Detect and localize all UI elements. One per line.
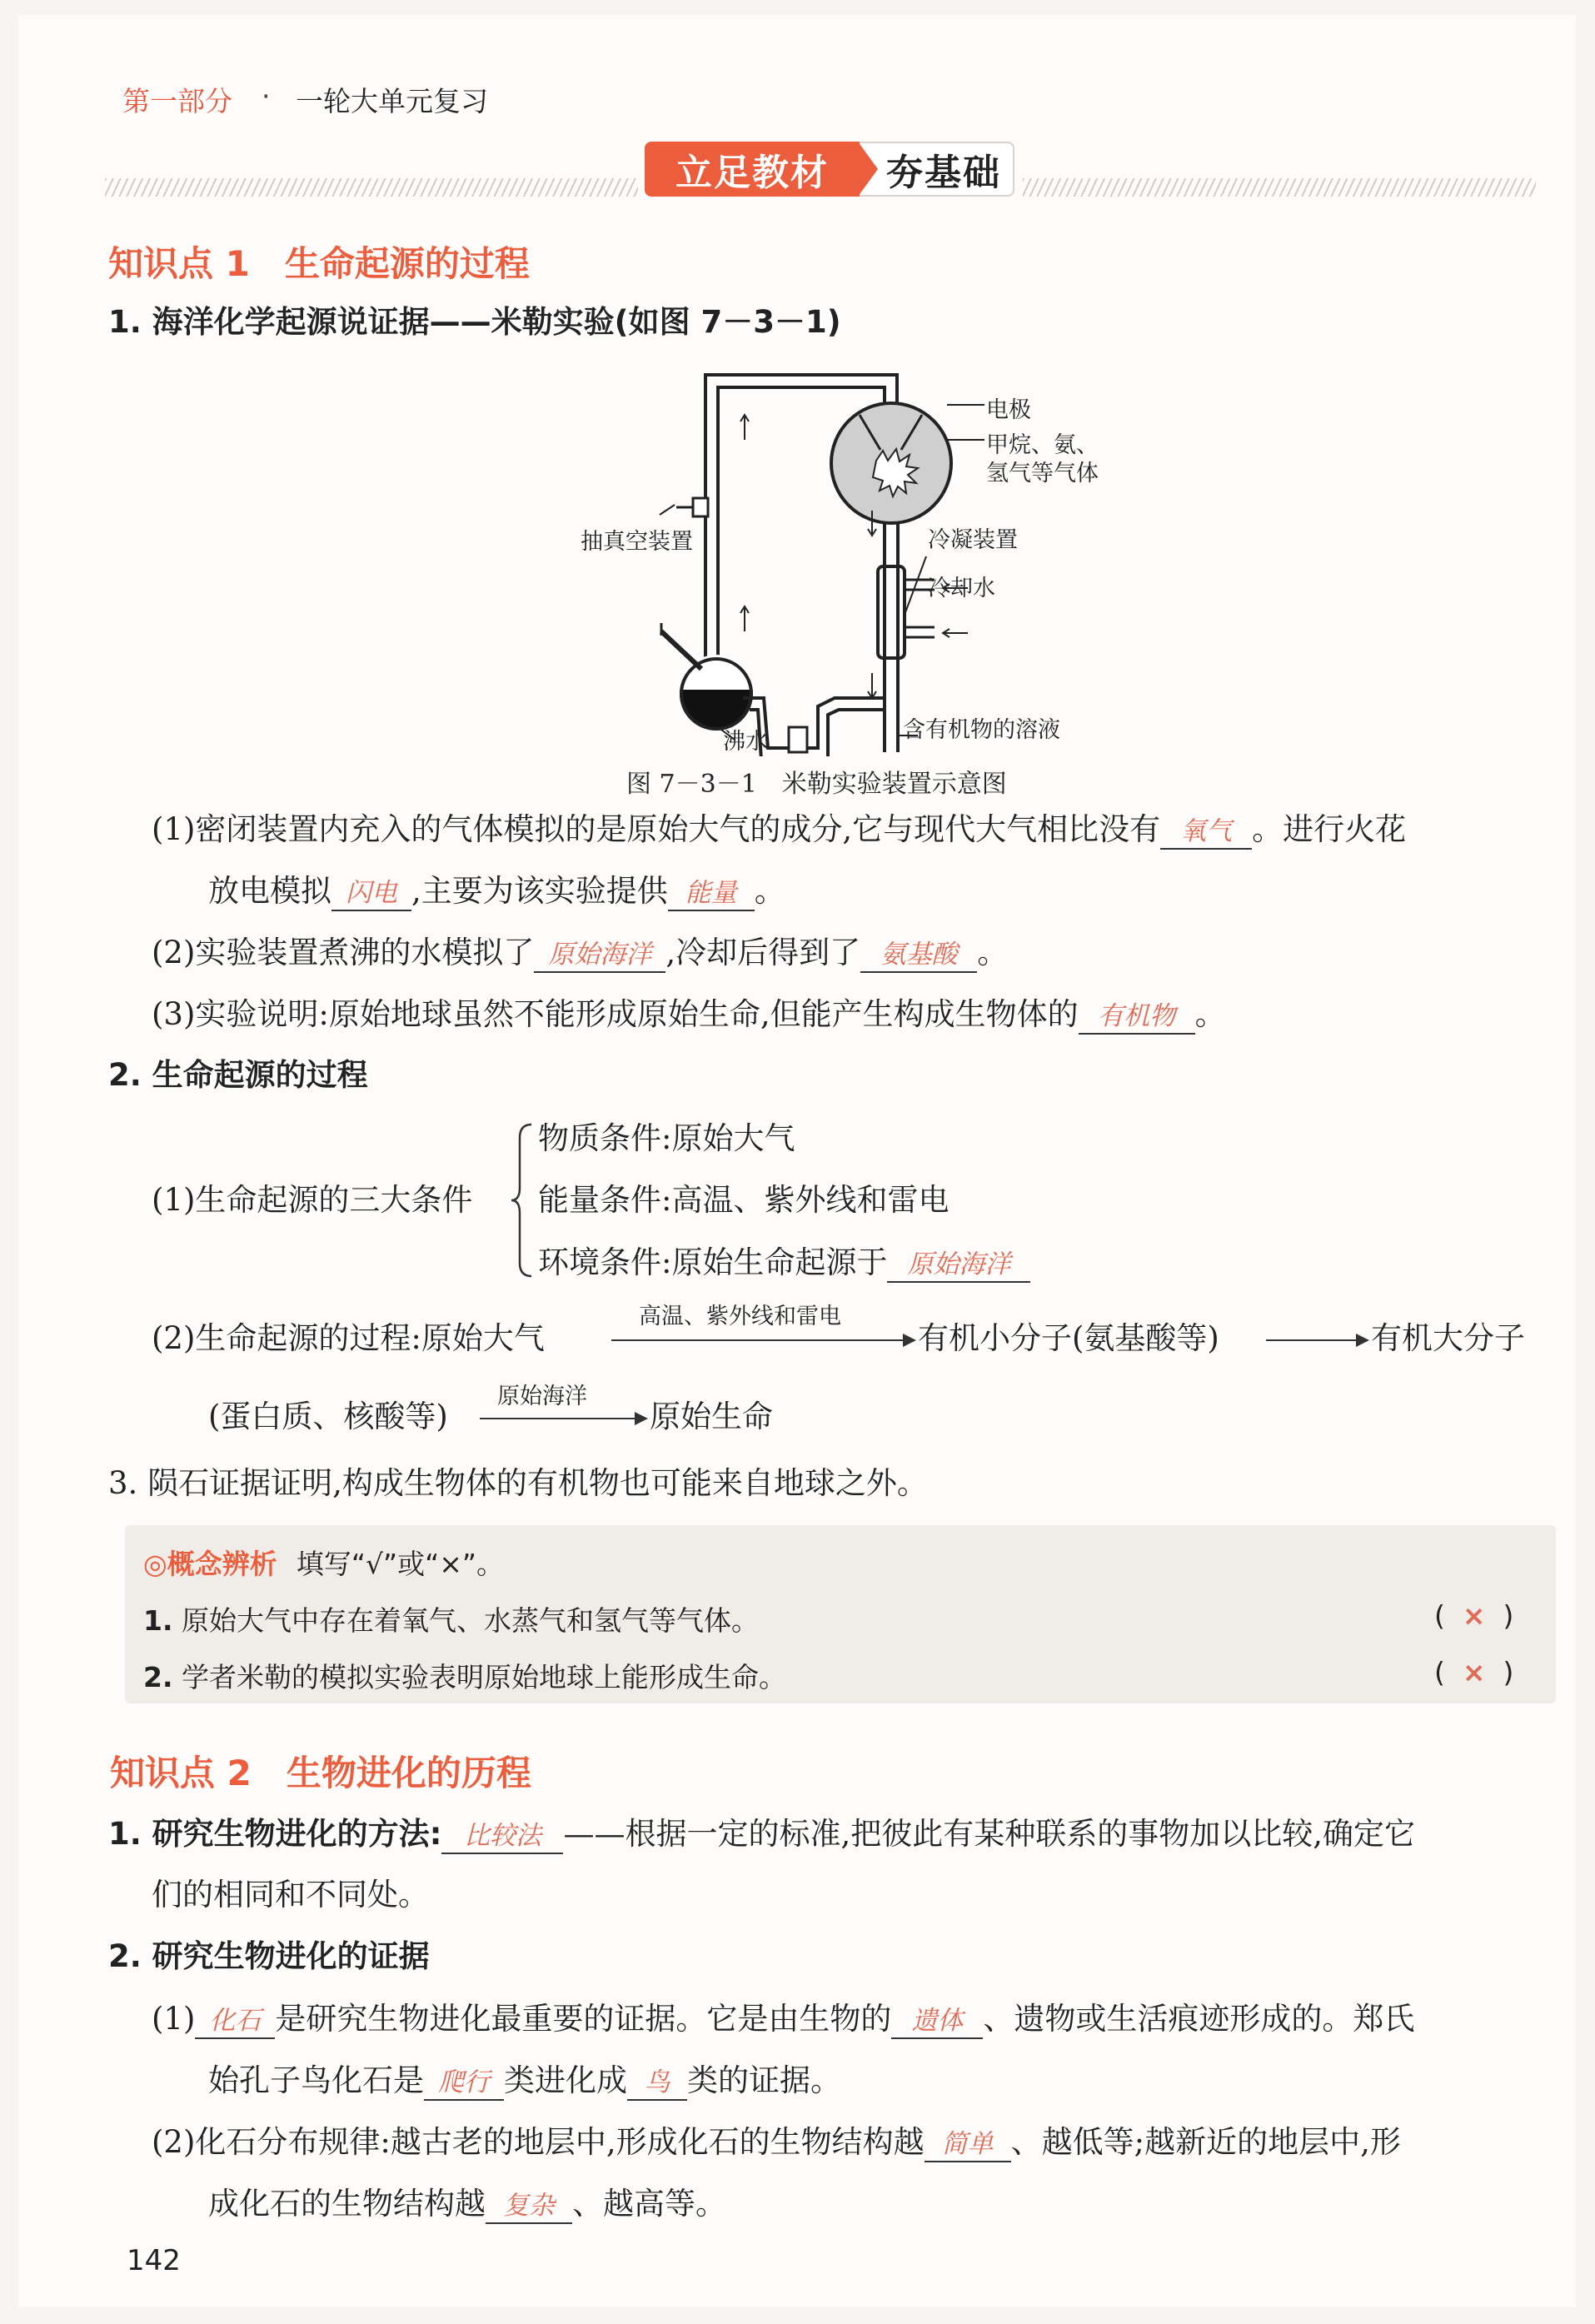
- q1b-mid: ,主要为该实验提供: [411, 873, 668, 909]
- arrow2-head: [1356, 1334, 1369, 1347]
- kp1-q2: [152, 936, 1008, 973]
- header-part: 第一部分: [122, 85, 232, 117]
- arrow1-line: [611, 1339, 905, 1341]
- answer-blank: 能量: [668, 875, 755, 911]
- page-number: 142: [127, 2244, 181, 2277]
- q2-tail: 。: [977, 935, 1009, 970]
- answer-blank: 遗体: [891, 2002, 983, 2039]
- kp1-title: 知识点 1 生命起源的过程: [108, 243, 530, 284]
- answer-mark: ×: [1462, 1656, 1486, 1688]
- kp2-e2b: [208, 2187, 726, 2224]
- cond2: 能量条件:高温、紫外线和雷电: [538, 1182, 950, 1218]
- header-dot: ·: [262, 80, 271, 112]
- q3-pre: (3)实验说明:原始地球虽然不能形成原始生命,但能产生构成生物体的: [152, 996, 1079, 1032]
- kp1-q1-line2: [208, 875, 785, 911]
- kp1-item3: 3. 陨石证据证明,构成生物体的有机物也可能来自地球之外。: [108, 1465, 928, 1501]
- banner-right: 夯基础: [851, 142, 1014, 197]
- answer-blank: 比较法: [441, 1818, 563, 1854]
- concept-answer-1: ( × ): [1434, 1599, 1514, 1632]
- cond1: 物质条件:原始大气: [538, 1120, 795, 1156]
- e1b-pre: 始孔子鸟化石是: [208, 2062, 424, 2098]
- arrow3-line: [480, 1418, 636, 1419]
- kp2-item2: 2. 研究生物进化的证据: [108, 1938, 430, 1974]
- answer-blank: 闪电: [331, 875, 411, 911]
- label-vacuum: 抽真空装置: [581, 529, 693, 555]
- e2b-pre: 成化石的生物结构越: [208, 2186, 486, 2222]
- concept-item-text: 原始大气中存在着氧气、水蒸气和氢气等气体。: [182, 1604, 759, 1637]
- concept-answer-2: ( × ): [1434, 1656, 1514, 1688]
- answer-mark: ×: [1462, 1599, 1486, 1632]
- answer-blank: 复杂: [486, 2187, 572, 2224]
- arrow2-line: [1266, 1339, 1358, 1341]
- answer-blank: 简单: [925, 2126, 1011, 2162]
- proc2-pre: (蛋白质、核酸等): [208, 1399, 448, 1434]
- miller-apparatus-diagram: [568, 357, 1168, 756]
- kp2-method: [108, 1818, 1415, 1854]
- q2-pre: (2)实验装置煮沸的水模拟了: [152, 935, 535, 970]
- q2-mid: ,冷却后得到了: [665, 935, 861, 970]
- concept-title: ◎概念辨析: [143, 1548, 277, 1580]
- brace-icon: [510, 1121, 535, 1279]
- e1-mid: 是研究生物进化最重要的证据。它是由生物的: [275, 2001, 892, 2037]
- proc-end: 有机大分子: [1371, 1320, 1525, 1356]
- proc-mid: 有机小分子(氨基酸等): [918, 1320, 1219, 1356]
- answer-blank: 氧气: [1160, 813, 1252, 850]
- concept-item-2: [143, 1656, 786, 1695]
- kp2-e1b: [208, 2064, 841, 2101]
- header-hatch-right: [1023, 178, 1536, 197]
- method-tail: ——根据一定的标准,把彼此有某种联系的事物加以比较,确定它: [563, 1816, 1416, 1852]
- answer-blank: 鸟: [627, 2064, 687, 2101]
- q1a-tail: 。进行火花: [1252, 811, 1407, 847]
- kp2-method-line2: 们的相同和不同处。: [152, 1877, 429, 1913]
- label-gases-2: 氢气等气体: [986, 461, 1099, 486]
- answer-blank: 原始海洋: [534, 936, 665, 973]
- cond3: [538, 1246, 1030, 1283]
- answer-blank: 化石: [195, 2002, 275, 2039]
- banner-arrow: [858, 142, 878, 197]
- header-hatch-left: [105, 178, 638, 197]
- kp2-e1: [152, 2002, 1414, 2039]
- arrow3-head: [635, 1412, 648, 1425]
- label-condenser: 冷凝装置: [928, 527, 1018, 553]
- concept-item-1: [143, 1599, 759, 1638]
- e1-pre: (1): [152, 2001, 196, 2037]
- answer-blank: 氨基酸: [860, 936, 977, 973]
- page: [18, 15, 1576, 2307]
- label-boiling-water: 沸水: [723, 729, 768, 755]
- banner-left: 立足教材: [645, 142, 860, 197]
- kp2-title: 知识点 2 生物进化的历程: [110, 1753, 531, 1793]
- label-gases-1: 甲烷、氨、: [986, 432, 1099, 458]
- arrow1-head: [903, 1334, 916, 1347]
- e2-tail: 、越低等;越新近的地层中,形: [1010, 2124, 1401, 2160]
- q3-tail: 。: [1194, 996, 1226, 1032]
- kp1-q3: [152, 998, 1226, 1035]
- concept-item-text: 学者米勒的模拟实验表明原始地球上能形成生命。: [182, 1661, 786, 1693]
- label-cooling-water: 冷却水: [928, 576, 995, 601]
- q1b-tail: 。: [754, 873, 785, 909]
- label-solution: 含有机物的溶液: [903, 717, 1060, 743]
- q1b-pre: 放电模拟: [208, 873, 331, 909]
- proc-pre: (2)生命起源的过程:原始大气: [152, 1320, 545, 1356]
- concept-header: [143, 1543, 504, 1582]
- e1b-mid: 类进化成: [504, 2062, 627, 2098]
- answer-blank: 爬行: [424, 2064, 504, 2101]
- cond3-pre: 环境条件:原始生命起源于: [538, 1244, 888, 1280]
- e2b-tail: 、越高等。: [572, 2186, 726, 2222]
- figure-caption: 图 7－3－1 米勒实验装置示意图: [626, 770, 1007, 799]
- kp1-item1: 1. 海洋化学起源说证据——米勒实验(如图 7－3－1): [108, 304, 841, 340]
- concept-instruction: 填写“√”或“×”。: [296, 1548, 504, 1580]
- kp1-q1-line1: [152, 813, 1406, 850]
- answer-blank: 有机物: [1079, 998, 1195, 1035]
- header-unit: 一轮大单元复习: [296, 85, 488, 117]
- concept-item-num: 1.: [143, 1604, 173, 1637]
- kp1-item2: 2. 生命起源的过程: [108, 1057, 368, 1093]
- arrow3-label: 原始海洋: [497, 1384, 587, 1409]
- proc2-end: 原始生命: [650, 1399, 773, 1434]
- e2-pre: (2)化石分布规律:越古老的地层中,形成化石的生物结构越: [152, 2124, 925, 2160]
- e1b-tail: 类的证据。: [687, 2062, 841, 2098]
- concept-item-num: 2.: [143, 1661, 173, 1693]
- cond-label: (1)生命起源的三大条件: [152, 1182, 473, 1218]
- e1-tail: 、遗物或生活痕迹形成的。郑氏: [983, 2001, 1415, 2037]
- method-pre: 1. 研究生物进化的方法:: [108, 1816, 442, 1852]
- q1a-text: (1)密闭装置内充入的气体模拟的是原始大气的成分,它与现代大气相比没有: [152, 811, 1161, 847]
- arrow1-label: 高温、紫外线和雷电: [639, 1304, 841, 1329]
- label-electrode: 电极: [986, 397, 1031, 423]
- answer-blank: 原始海洋: [887, 1246, 1030, 1283]
- kp2-e2: [152, 2126, 1401, 2162]
